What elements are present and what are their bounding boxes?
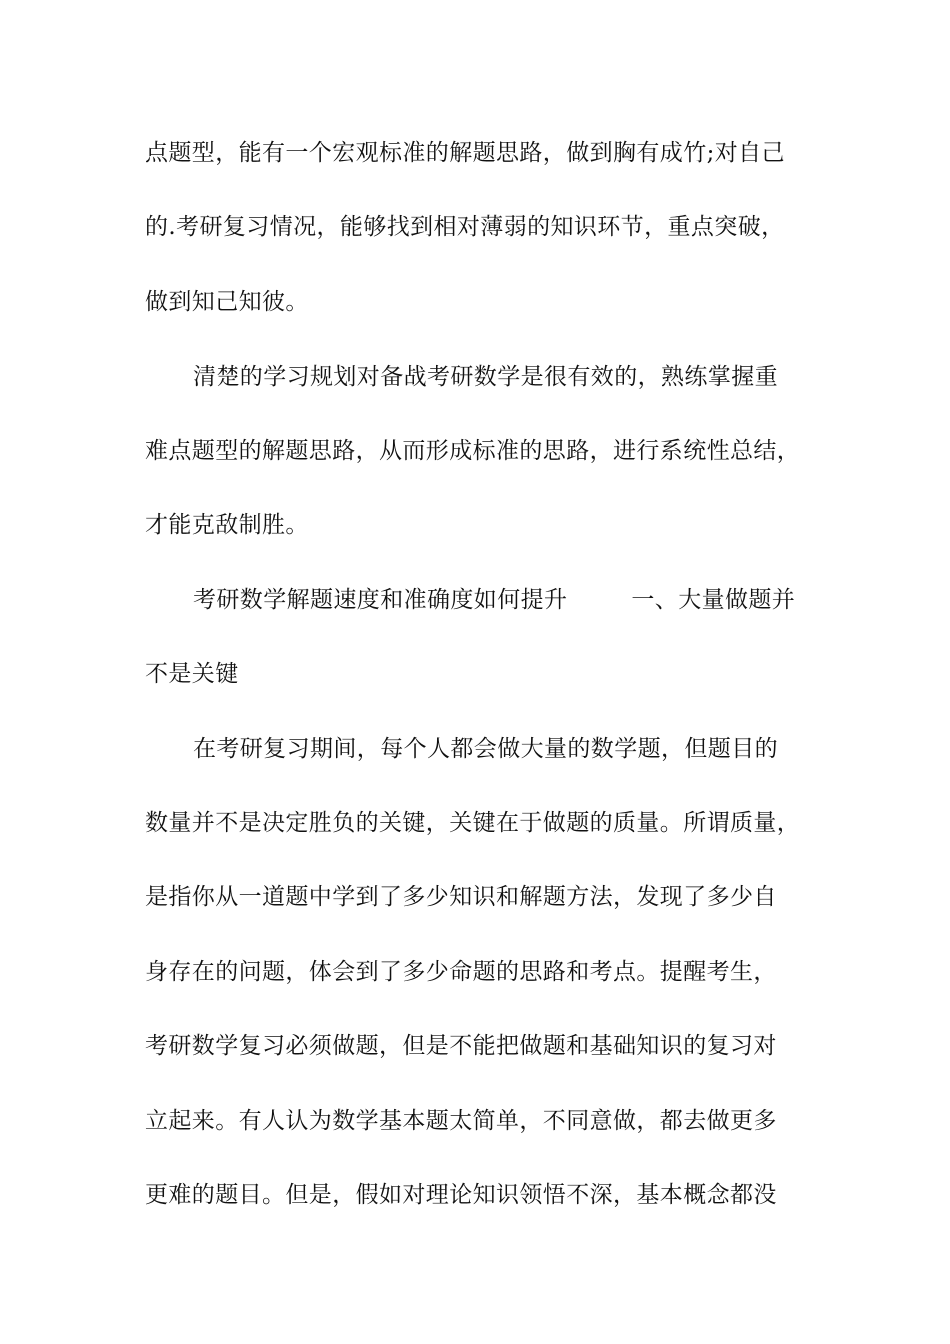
paragraph-line: 不是关键 xyxy=(145,661,239,687)
paragraph-line: 做到知己知彼。 xyxy=(145,289,309,315)
paragraph-line: 考研数学复习必须做题，但是不能把做题和基础知识的复习对 xyxy=(145,1033,777,1059)
heading-line xyxy=(193,585,795,615)
paragraph-line: 点题型，能有一个宏观标准的解题思路，做到胸有成竹;对自己 xyxy=(145,140,785,166)
section-heading: 考研数学解题速度和准确度如何提升 xyxy=(193,587,568,613)
paragraph-line: 的.考研复习情况，能够找到相对薄弱的知识环节，重点突破， xyxy=(145,214,785,240)
paragraph-line: 立起来。有人认为数学基本题太简单，不同意做，都去做更多 xyxy=(145,1108,777,1134)
paragraph-line: 难点题型的解题思路，从而形成标准的思路，进行系统性总结， xyxy=(145,438,801,464)
paragraph-line: 是指你从一道题中学到了多少知识和解题方法，发现了多少自 xyxy=(145,884,777,910)
paragraph-line: 更难的题目。但是，假如对理论知识领悟不深，基本概念都没 xyxy=(145,1182,777,1208)
paragraph-line: 身存在的问题，体会到了多少命题的思路和考点。提醒考生， xyxy=(145,959,777,985)
section-number-heading: 一、大量做题并 xyxy=(631,587,796,613)
paragraph-line: 才能克敌制胜。 xyxy=(145,512,309,538)
paragraph-line: 数量并不是决定胜负的关键，关键在于做题的质量。所谓质量， xyxy=(145,810,801,836)
paragraph-line: 在考研复习期间，每个人都会做大量的数学题，但题目的 xyxy=(193,736,778,762)
paragraph-line: 清楚的学习规划对备战考研数学是很有效的，熟练掌握重 xyxy=(193,364,778,390)
